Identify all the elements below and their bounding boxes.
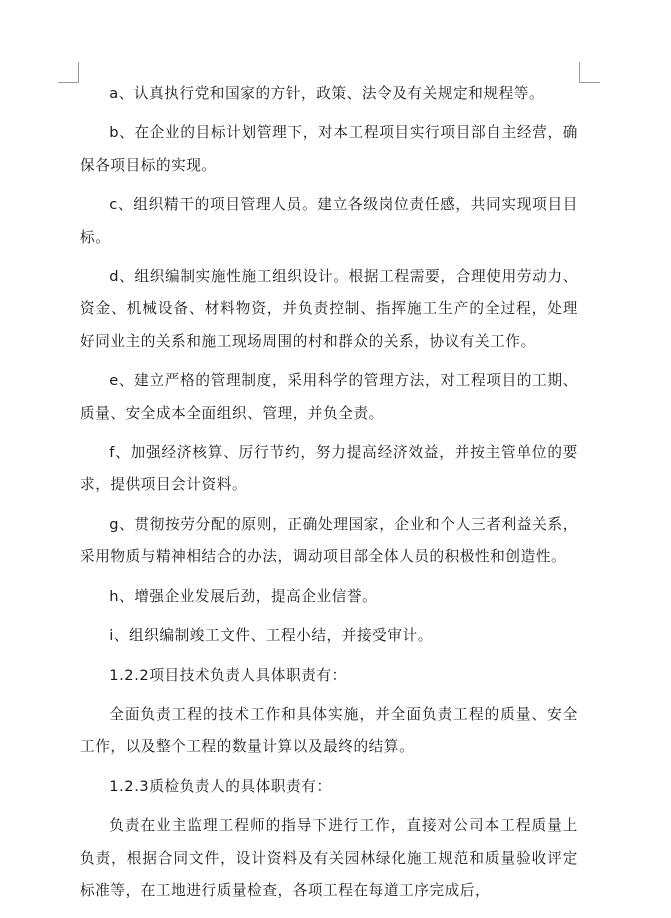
- page-corner-mark-top-left: [58, 62, 79, 83]
- section-heading-quality-inspector: 1.2.3质检负责人的具体职责有：: [109, 777, 332, 795]
- duty-item-a: a、认真执行党和国家的方针，政策、法令及有关规定和规程等。: [109, 85, 545, 102]
- duty-item-i: i、组织编制竣工文件、工程小结，并接受审计。: [109, 627, 433, 645]
- section-body-quality-inspector: 负责在业主监理工程师的指导下进行工作，直接对公司本工程质量上负责，根据合同文件，设计资料及有关园林绿化施工规范和质量验收评定标准等，在工地进行质量检查，各项工程在每道工序完成后，: [80, 817, 578, 899]
- duty-item-g: g、贯彻按劳分配的原则，正确处理国家，企业和个人三者利益关系，采用物质与精神相结合的办法，调动项目部全体人员的积极性和创造性。: [80, 515, 578, 566]
- duty-item-h: h、增强企业发展后劲，提高企业信誉。: [109, 587, 378, 605]
- document-body: [80, 78, 578, 907]
- duty-item-d: d、组织编制实施性施工组织设计。根据工程需要，合理使用劳动力、资金、机械设备、材料物资，并负责控制、指挥施工生产的全过程，处理好同业主的关系和施工现场周围的村和群众的关系，协议有关工作。: [80, 268, 578, 350]
- duty-item-f: f、加强经济核算、厉行节约，努力提高经济效益，并按主管单位的要求，提供项目会计资料。: [80, 444, 578, 494]
- duty-item-c: c、组织精干的项目管理人员。建立各级岗位责任感，共同实现项目目标。: [80, 196, 578, 246]
- duty-item-e: e、建立严格的管理制度，采用科学的管理方法，对工程项目的工期、质量、安全成本全面组织、管理，并负全责。: [80, 372, 578, 422]
- page-corner-mark-top-right: [579, 62, 600, 83]
- duty-item-b: b、在企业的目标计划管理下，对本工程项目实行项目部自主经营，确保各项目标的实现。: [80, 124, 578, 174]
- section-heading-tech-lead: 1.2.2项目技术负责人具体职责有：: [109, 666, 347, 684]
- section-body-tech-lead: 全面负责工程的技术工作和具体实施，并全面负责工程的质量、安全工作，以及整个工程的数量计算以及最终的结算。: [80, 705, 578, 756]
